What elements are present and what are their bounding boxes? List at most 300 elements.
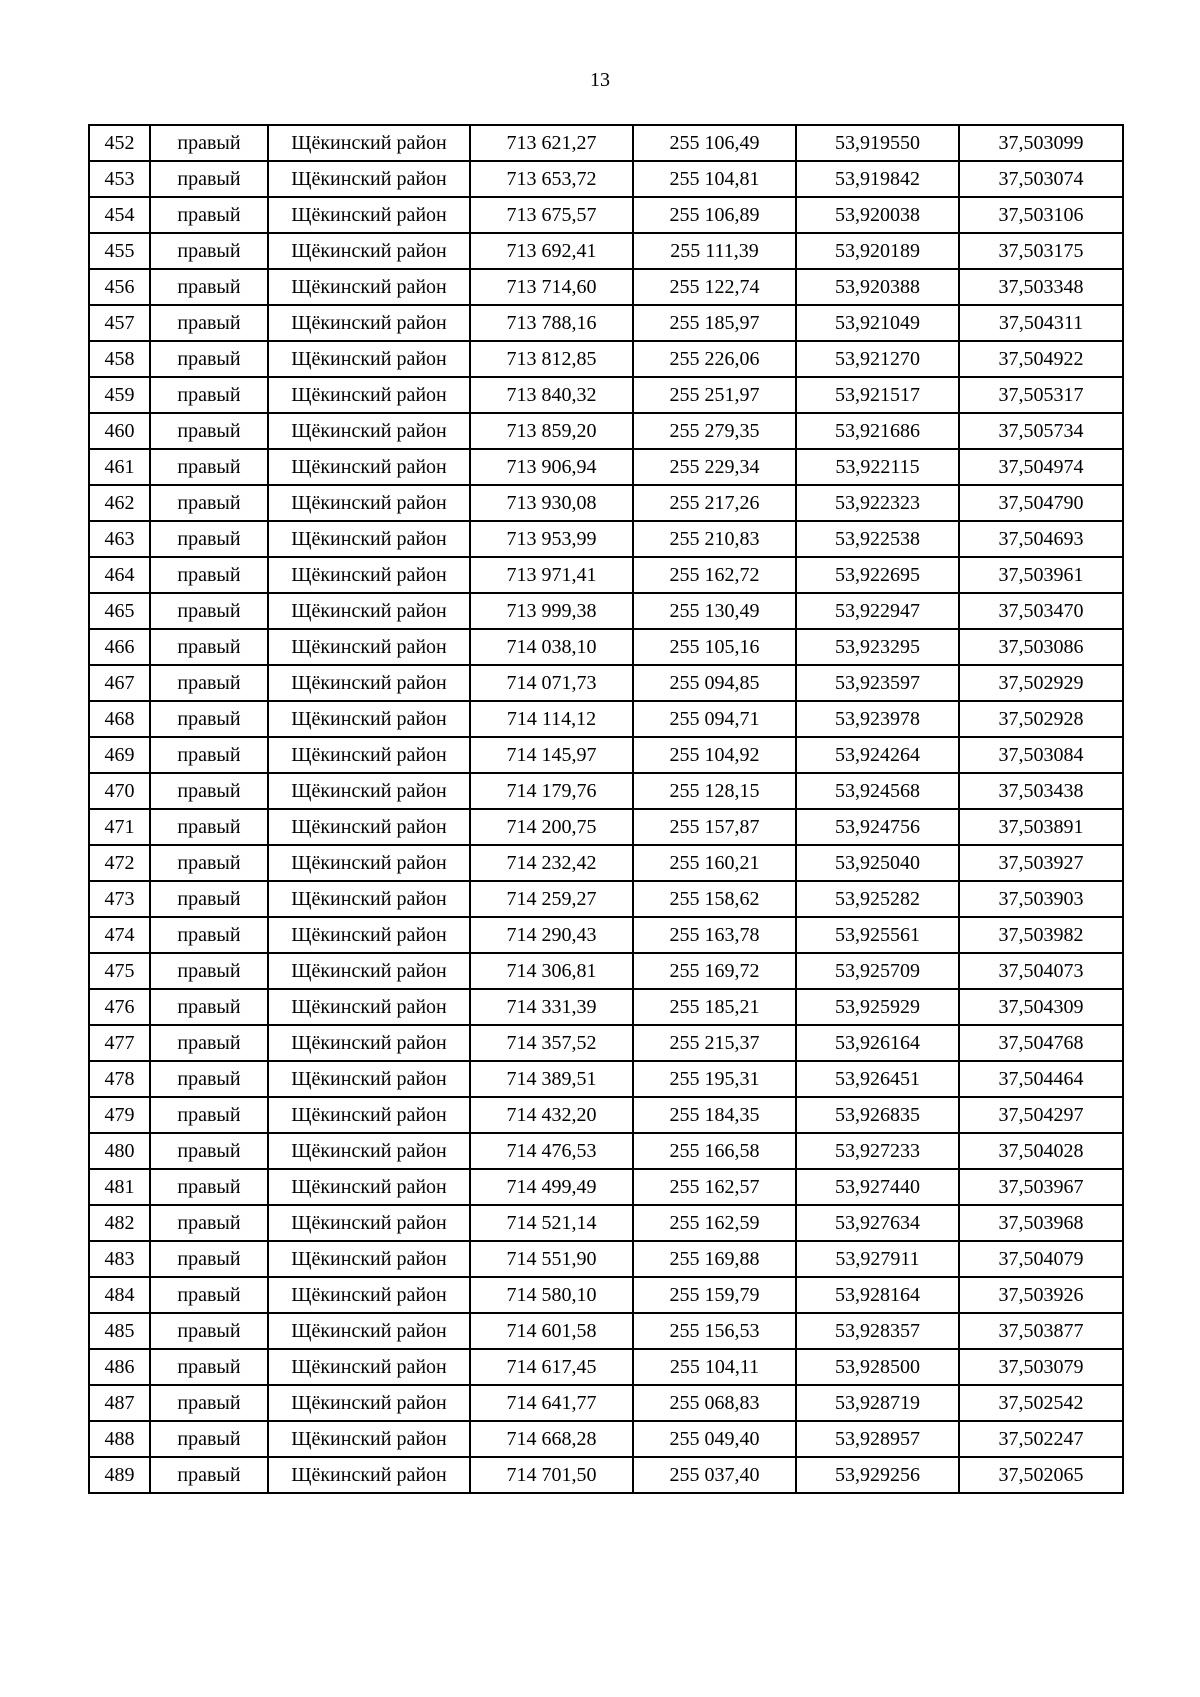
table-row: [89, 1277, 1123, 1313]
district-cell: Щёкинский район: [268, 413, 470, 449]
longitude-cell: 37,503968: [959, 1205, 1123, 1241]
bank-side-cell: правый: [150, 665, 268, 701]
district-cell: Щёкинский район: [268, 1169, 470, 1205]
latitude-cell: 53,921686: [796, 413, 959, 449]
point-number-cell: 456: [89, 269, 150, 305]
bank-side-cell: правый: [150, 1169, 268, 1205]
y-coordinate-cell: 255 128,15: [633, 773, 796, 809]
x-coordinate-cell: 713 675,57: [470, 197, 633, 233]
y-coordinate-cell: 255 169,88: [633, 1241, 796, 1277]
district-cell: Щёкинский район: [268, 1313, 470, 1349]
latitude-cell: 53,922115: [796, 449, 959, 485]
x-coordinate-cell: 713 906,94: [470, 449, 633, 485]
point-number-cell: 452: [89, 125, 150, 161]
bank-side-cell: правый: [150, 305, 268, 341]
x-coordinate-cell: 714 617,45: [470, 1349, 633, 1385]
longitude-cell: 37,502247: [959, 1421, 1123, 1457]
table-row: [89, 125, 1123, 161]
x-coordinate-cell: 713 999,38: [470, 593, 633, 629]
y-coordinate-cell: 255 094,71: [633, 701, 796, 737]
longitude-cell: 37,503438: [959, 773, 1123, 809]
latitude-cell: 53,923597: [796, 665, 959, 701]
longitude-cell: 37,502928: [959, 701, 1123, 737]
bank-side-cell: правый: [150, 1133, 268, 1169]
latitude-cell: 53,927634: [796, 1205, 959, 1241]
district-cell: Щёкинский район: [268, 953, 470, 989]
latitude-cell: 53,925282: [796, 881, 959, 917]
bank-side-cell: правый: [150, 773, 268, 809]
longitude-cell: 37,504079: [959, 1241, 1123, 1277]
table-row: [89, 233, 1123, 269]
y-coordinate-cell: 255 159,79: [633, 1277, 796, 1313]
point-number-cell: 475: [89, 953, 150, 989]
point-number-cell: 458: [89, 341, 150, 377]
latitude-cell: 53,928719: [796, 1385, 959, 1421]
district-cell: Щёкинский район: [268, 593, 470, 629]
point-number-cell: 483: [89, 1241, 150, 1277]
bank-side-cell: правый: [150, 161, 268, 197]
district-cell: Щёкинский район: [268, 1205, 470, 1241]
longitude-cell: 37,503891: [959, 809, 1123, 845]
bank-side-cell: правый: [150, 521, 268, 557]
y-coordinate-cell: 255 104,11: [633, 1349, 796, 1385]
y-coordinate-cell: 255 215,37: [633, 1025, 796, 1061]
y-coordinate-cell: 255 162,59: [633, 1205, 796, 1241]
y-coordinate-cell: 255 163,78: [633, 917, 796, 953]
x-coordinate-cell: 714 306,81: [470, 953, 633, 989]
bank-side-cell: правый: [150, 701, 268, 737]
district-cell: Щёкинский район: [268, 1241, 470, 1277]
y-coordinate-cell: 255 217,26: [633, 485, 796, 521]
x-coordinate-cell: 713 859,20: [470, 413, 633, 449]
x-coordinate-cell: 714 476,53: [470, 1133, 633, 1169]
y-coordinate-cell: 255 229,34: [633, 449, 796, 485]
y-coordinate-cell: 255 166,58: [633, 1133, 796, 1169]
bank-side-cell: правый: [150, 1385, 268, 1421]
latitude-cell: 53,922323: [796, 485, 959, 521]
y-coordinate-cell: 255 226,06: [633, 341, 796, 377]
x-coordinate-cell: 714 701,50: [470, 1457, 633, 1493]
x-coordinate-cell: 714 259,27: [470, 881, 633, 917]
y-coordinate-cell: 255 111,39: [633, 233, 796, 269]
y-coordinate-cell: 255 162,72: [633, 557, 796, 593]
district-cell: Щёкинский район: [268, 125, 470, 161]
latitude-cell: 53,926164: [796, 1025, 959, 1061]
district-cell: Щёкинский район: [268, 485, 470, 521]
x-coordinate-cell: 713 953,99: [470, 521, 633, 557]
latitude-cell: 53,928957: [796, 1421, 959, 1457]
latitude-cell: 53,921270: [796, 341, 959, 377]
table-row: [89, 593, 1123, 629]
point-number-cell: 474: [89, 917, 150, 953]
table-row: [89, 197, 1123, 233]
point-number-cell: 489: [89, 1457, 150, 1493]
latitude-cell: 53,922538: [796, 521, 959, 557]
point-number-cell: 459: [89, 377, 150, 413]
point-number-cell: 463: [89, 521, 150, 557]
x-coordinate-cell: 713 812,85: [470, 341, 633, 377]
table-row: [89, 953, 1123, 989]
bank-side-cell: правый: [150, 1205, 268, 1241]
point-number-cell: 482: [89, 1205, 150, 1241]
point-number-cell: 481: [89, 1169, 150, 1205]
table-row: [89, 1313, 1123, 1349]
longitude-cell: 37,503877: [959, 1313, 1123, 1349]
longitude-cell: 37,502929: [959, 665, 1123, 701]
district-cell: Щёкинский район: [268, 449, 470, 485]
latitude-cell: 53,926451: [796, 1061, 959, 1097]
latitude-cell: 53,919550: [796, 125, 959, 161]
latitude-cell: 53,926835: [796, 1097, 959, 1133]
table-row: [89, 845, 1123, 881]
point-number-cell: 453: [89, 161, 150, 197]
latitude-cell: 53,929256: [796, 1457, 959, 1493]
district-cell: Щёкинский район: [268, 377, 470, 413]
district-cell: Щёкинский район: [268, 773, 470, 809]
district-cell: Щёкинский район: [268, 1457, 470, 1493]
x-coordinate-cell: 714 389,51: [470, 1061, 633, 1097]
table-row: [89, 1061, 1123, 1097]
table-row: [89, 989, 1123, 1025]
district-cell: Щёкинский район: [268, 1061, 470, 1097]
bank-side-cell: правый: [150, 1061, 268, 1097]
x-coordinate-cell: 714 432,20: [470, 1097, 633, 1133]
point-number-cell: 455: [89, 233, 150, 269]
bank-side-cell: правый: [150, 917, 268, 953]
latitude-cell: 53,925709: [796, 953, 959, 989]
x-coordinate-cell: 714 038,10: [470, 629, 633, 665]
district-cell: Щёкинский район: [268, 233, 470, 269]
district-cell: Щёкинский район: [268, 989, 470, 1025]
latitude-cell: 53,927440: [796, 1169, 959, 1205]
coordinates-table: [88, 124, 1124, 1494]
y-coordinate-cell: 255 130,49: [633, 593, 796, 629]
district-cell: Щёкинский район: [268, 341, 470, 377]
x-coordinate-cell: 714 290,43: [470, 917, 633, 953]
longitude-cell: 37,504309: [959, 989, 1123, 1025]
longitude-cell: 37,503086: [959, 629, 1123, 665]
longitude-cell: 37,503967: [959, 1169, 1123, 1205]
x-coordinate-cell: 713 621,27: [470, 125, 633, 161]
table-row: [89, 1241, 1123, 1277]
point-number-cell: 473: [89, 881, 150, 917]
district-cell: Щёкинский район: [268, 701, 470, 737]
latitude-cell: 53,921517: [796, 377, 959, 413]
latitude-cell: 53,927233: [796, 1133, 959, 1169]
x-coordinate-cell: 714 521,14: [470, 1205, 633, 1241]
district-cell: Щёкинский район: [268, 809, 470, 845]
table-row: [89, 521, 1123, 557]
bank-side-cell: правый: [150, 1025, 268, 1061]
latitude-cell: 53,925929: [796, 989, 959, 1025]
table-row: [89, 773, 1123, 809]
table-row: [89, 881, 1123, 917]
bank-side-cell: правый: [150, 449, 268, 485]
bank-side-cell: правый: [150, 125, 268, 161]
bank-side-cell: правый: [150, 377, 268, 413]
longitude-cell: 37,504464: [959, 1061, 1123, 1097]
point-number-cell: 457: [89, 305, 150, 341]
longitude-cell: 37,503982: [959, 917, 1123, 953]
y-coordinate-cell: 255 106,49: [633, 125, 796, 161]
table-row: [89, 737, 1123, 773]
district-cell: Щёкинский район: [268, 737, 470, 773]
y-coordinate-cell: 255 184,35: [633, 1097, 796, 1133]
bank-side-cell: правый: [150, 809, 268, 845]
x-coordinate-cell: 714 114,12: [470, 701, 633, 737]
bank-side-cell: правый: [150, 413, 268, 449]
bank-side-cell: правый: [150, 1457, 268, 1493]
latitude-cell: 53,924568: [796, 773, 959, 809]
point-number-cell: 461: [89, 449, 150, 485]
y-coordinate-cell: 255 156,53: [633, 1313, 796, 1349]
longitude-cell: 37,504297: [959, 1097, 1123, 1133]
table-row: [89, 1421, 1123, 1457]
page-number: 13: [590, 69, 610, 91]
district-cell: Щёкинский район: [268, 845, 470, 881]
latitude-cell: 53,920189: [796, 233, 959, 269]
x-coordinate-cell: 714 601,58: [470, 1313, 633, 1349]
longitude-cell: 37,504693: [959, 521, 1123, 557]
bank-side-cell: правый: [150, 629, 268, 665]
bank-side-cell: правый: [150, 485, 268, 521]
x-coordinate-cell: 714 331,39: [470, 989, 633, 1025]
longitude-cell: 37,503926: [959, 1277, 1123, 1313]
longitude-cell: 37,503074: [959, 161, 1123, 197]
latitude-cell: 53,928500: [796, 1349, 959, 1385]
x-coordinate-cell: 714 145,97: [470, 737, 633, 773]
x-coordinate-cell: 713 930,08: [470, 485, 633, 521]
latitude-cell: 53,919842: [796, 161, 959, 197]
latitude-cell: 53,921049: [796, 305, 959, 341]
latitude-cell: 53,925040: [796, 845, 959, 881]
longitude-cell: 37,502065: [959, 1457, 1123, 1493]
point-number-cell: 454: [89, 197, 150, 233]
point-number-cell: 464: [89, 557, 150, 593]
table-row: [89, 1205, 1123, 1241]
y-coordinate-cell: 255 068,83: [633, 1385, 796, 1421]
point-number-cell: 486: [89, 1349, 150, 1385]
longitude-cell: 37,504768: [959, 1025, 1123, 1061]
table-row: [89, 665, 1123, 701]
bank-side-cell: правый: [150, 593, 268, 629]
table-row: [89, 557, 1123, 593]
y-coordinate-cell: 255 157,87: [633, 809, 796, 845]
longitude-cell: 37,503084: [959, 737, 1123, 773]
latitude-cell: 53,928357: [796, 1313, 959, 1349]
x-coordinate-cell: 714 071,73: [470, 665, 633, 701]
point-number-cell: 476: [89, 989, 150, 1025]
x-coordinate-cell: 713 692,41: [470, 233, 633, 269]
latitude-cell: 53,920388: [796, 269, 959, 305]
y-coordinate-cell: 255 094,85: [633, 665, 796, 701]
table-row: [89, 161, 1123, 197]
bank-side-cell: правый: [150, 1097, 268, 1133]
longitude-cell: 37,503961: [959, 557, 1123, 593]
point-number-cell: 471: [89, 809, 150, 845]
point-number-cell: 477: [89, 1025, 150, 1061]
point-number-cell: 480: [89, 1133, 150, 1169]
longitude-cell: 37,503099: [959, 125, 1123, 161]
table-row: [89, 269, 1123, 305]
district-cell: Щёкинский район: [268, 629, 470, 665]
bank-side-cell: правый: [150, 1277, 268, 1313]
bank-side-cell: правый: [150, 881, 268, 917]
table-row: [89, 305, 1123, 341]
bank-side-cell: правый: [150, 269, 268, 305]
latitude-cell: 53,924756: [796, 809, 959, 845]
longitude-cell: 37,503079: [959, 1349, 1123, 1385]
longitude-cell: 37,504028: [959, 1133, 1123, 1169]
bank-side-cell: правый: [150, 1349, 268, 1385]
district-cell: Щёкинский район: [268, 1097, 470, 1133]
x-coordinate-cell: 714 551,90: [470, 1241, 633, 1277]
table-row: [89, 449, 1123, 485]
table-row: [89, 1169, 1123, 1205]
table-row: [89, 377, 1123, 413]
bank-side-cell: правый: [150, 989, 268, 1025]
y-coordinate-cell: 255 160,21: [633, 845, 796, 881]
bank-side-cell: правый: [150, 233, 268, 269]
bank-side-cell: правый: [150, 737, 268, 773]
table-body: [89, 125, 1123, 1493]
y-coordinate-cell: 255 195,31: [633, 1061, 796, 1097]
district-cell: Щёкинский район: [268, 1133, 470, 1169]
y-coordinate-cell: 255 105,16: [633, 629, 796, 665]
y-coordinate-cell: 255 104,81: [633, 161, 796, 197]
longitude-cell: 37,503470: [959, 593, 1123, 629]
point-number-cell: 462: [89, 485, 150, 521]
longitude-cell: 37,505317: [959, 377, 1123, 413]
longitude-cell: 37,503927: [959, 845, 1123, 881]
district-cell: Щёкинский район: [268, 197, 470, 233]
table-row: [89, 917, 1123, 953]
table-row: [89, 809, 1123, 845]
table-row: [89, 1097, 1123, 1133]
bank-side-cell: правый: [150, 953, 268, 989]
x-coordinate-cell: 713 971,41: [470, 557, 633, 593]
latitude-cell: 53,923978: [796, 701, 959, 737]
x-coordinate-cell: 714 357,52: [470, 1025, 633, 1061]
bank-side-cell: правый: [150, 557, 268, 593]
latitude-cell: 53,923295: [796, 629, 959, 665]
x-coordinate-cell: 714 668,28: [470, 1421, 633, 1457]
point-number-cell: 488: [89, 1421, 150, 1457]
district-cell: Щёкинский район: [268, 881, 470, 917]
district-cell: Щёкинский район: [268, 305, 470, 341]
x-coordinate-cell: 713 653,72: [470, 161, 633, 197]
latitude-cell: 53,927911: [796, 1241, 959, 1277]
x-coordinate-cell: 714 641,77: [470, 1385, 633, 1421]
y-coordinate-cell: 255 185,97: [633, 305, 796, 341]
y-coordinate-cell: 255 104,92: [633, 737, 796, 773]
district-cell: Щёкинский район: [268, 917, 470, 953]
point-number-cell: 484: [89, 1277, 150, 1313]
longitude-cell: 37,503903: [959, 881, 1123, 917]
district-cell: Щёкинский район: [268, 1421, 470, 1457]
point-number-cell: 467: [89, 665, 150, 701]
longitude-cell: 37,504974: [959, 449, 1123, 485]
district-cell: Щёкинский район: [268, 269, 470, 305]
district-cell: Щёкинский район: [268, 1349, 470, 1385]
x-coordinate-cell: 713 788,16: [470, 305, 633, 341]
y-coordinate-cell: 255 169,72: [633, 953, 796, 989]
table-row: [89, 1457, 1123, 1493]
x-coordinate-cell: 714 232,42: [470, 845, 633, 881]
y-coordinate-cell: 255 251,97: [633, 377, 796, 413]
district-cell: Щёкинский район: [268, 1277, 470, 1313]
table-row: [89, 341, 1123, 377]
x-coordinate-cell: 714 499,49: [470, 1169, 633, 1205]
point-number-cell: 466: [89, 629, 150, 665]
y-coordinate-cell: 255 210,83: [633, 521, 796, 557]
longitude-cell: 37,505734: [959, 413, 1123, 449]
y-coordinate-cell: 255 158,62: [633, 881, 796, 917]
longitude-cell: 37,502542: [959, 1385, 1123, 1421]
y-coordinate-cell: 255 106,89: [633, 197, 796, 233]
district-cell: Щёкинский район: [268, 521, 470, 557]
table-row: [89, 1349, 1123, 1385]
point-number-cell: 469: [89, 737, 150, 773]
y-coordinate-cell: 255 049,40: [633, 1421, 796, 1457]
latitude-cell: 53,924264: [796, 737, 959, 773]
y-coordinate-cell: 255 162,57: [633, 1169, 796, 1205]
table-row: [89, 1133, 1123, 1169]
district-cell: Щёкинский район: [268, 161, 470, 197]
table-row: [89, 413, 1123, 449]
y-coordinate-cell: 255 122,74: [633, 269, 796, 305]
bank-side-cell: правый: [150, 1313, 268, 1349]
district-cell: Щёкинский район: [268, 1025, 470, 1061]
point-number-cell: 472: [89, 845, 150, 881]
district-cell: Щёкинский район: [268, 557, 470, 593]
bank-side-cell: правый: [150, 341, 268, 377]
longitude-cell: 37,503175: [959, 233, 1123, 269]
table-row: [89, 485, 1123, 521]
longitude-cell: 37,504922: [959, 341, 1123, 377]
x-coordinate-cell: 713 714,60: [470, 269, 633, 305]
latitude-cell: 53,925561: [796, 917, 959, 953]
latitude-cell: 53,922695: [796, 557, 959, 593]
point-number-cell: 465: [89, 593, 150, 629]
y-coordinate-cell: 255 037,40: [633, 1457, 796, 1493]
bank-side-cell: правый: [150, 1241, 268, 1277]
x-coordinate-cell: 714 200,75: [470, 809, 633, 845]
bank-side-cell: правый: [150, 1421, 268, 1457]
point-number-cell: 460: [89, 413, 150, 449]
x-coordinate-cell: 714 179,76: [470, 773, 633, 809]
longitude-cell: 37,504790: [959, 485, 1123, 521]
y-coordinate-cell: 255 185,21: [633, 989, 796, 1025]
longitude-cell: 37,504073: [959, 953, 1123, 989]
point-number-cell: 470: [89, 773, 150, 809]
table-row: [89, 701, 1123, 737]
district-cell: Щёкинский район: [268, 665, 470, 701]
bank-side-cell: правый: [150, 197, 268, 233]
table-row: [89, 1025, 1123, 1061]
point-number-cell: 479: [89, 1097, 150, 1133]
point-number-cell: 487: [89, 1385, 150, 1421]
x-coordinate-cell: 713 840,32: [470, 377, 633, 413]
longitude-cell: 37,504311: [959, 305, 1123, 341]
table-row: [89, 629, 1123, 665]
longitude-cell: 37,503106: [959, 197, 1123, 233]
latitude-cell: 53,928164: [796, 1277, 959, 1313]
longitude-cell: 37,503348: [959, 269, 1123, 305]
point-number-cell: 485: [89, 1313, 150, 1349]
latitude-cell: 53,922947: [796, 593, 959, 629]
y-coordinate-cell: 255 279,35: [633, 413, 796, 449]
